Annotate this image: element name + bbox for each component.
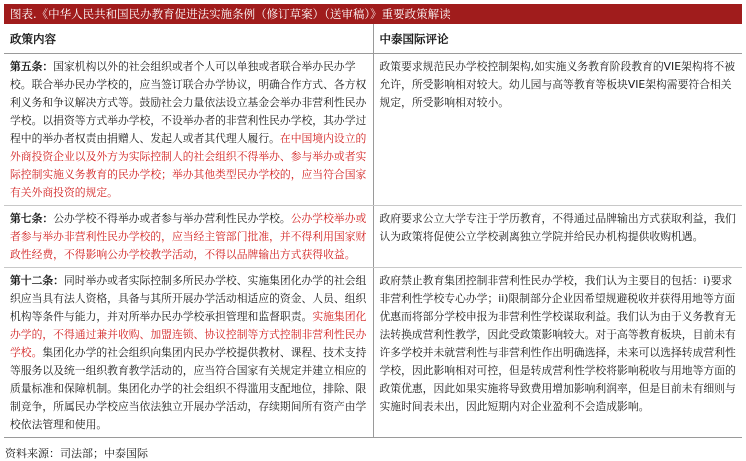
- table-row-article-5: [4, 54, 742, 206]
- policy-text-highlight: 在中国境内设立的外商投资企业以及外方为实际控制人的社会组织不得举办、参与举办或者实际控制实施义务教育的民办学校；举办其他类型民办学校的，应当符合国家有关外商投资的规定。: [10, 132, 367, 199]
- comment-cell: 政府要求公立大学专注于学历教育，不得通过品牌输出方式获取利益，我们认为政策将促使公立学校剥离独立学院并给民办机构提供收购机遇。: [373, 206, 742, 268]
- policy-figure: [4, 4, 742, 461]
- table-row-article-12: [4, 268, 742, 438]
- article-label: 第十二条：: [10, 274, 64, 287]
- policy-cell: [4, 54, 373, 206]
- policy-text: 公办学校不得举办或者参与举办营利性民办学校。: [53, 212, 291, 225]
- policy-text-highlight: 实施集团化办学的，不得通过兼并收购、加盟连锁、协议控制等方式控制非营利性民办学校。: [10, 310, 367, 359]
- policy-table: [4, 24, 742, 438]
- policy-text: 国家机构以外的社会组织或者个人可以单独或者联合举办民办学校。联合举办民办学校的，应当签订联合办学协议，明确合作方式、各方权利义务和争议解决方式等。鼓励社会力量依法设立基金会举办非营利性民办学校。以捐资等方式举办学校，不设举办者的非营利性民办学校，其办学过程中的举办者权责由捐赠人、发起人或者其代理人履行。: [10, 60, 367, 145]
- article-label: 第七条：: [10, 212, 54, 225]
- policy-text-continued: 集团化办学的社会组织向集团内民办学校提供教材、课程、技术支持等服务以及统一组织教育教学活动的，应当符合国家有关规定并建立相应的质量标准和保障机制。集团化办学的社会组织不得滥用支配地位，排除、限制竞争，所属民办学校应当依法独立开展办学活动，存续期间所有资产由学校依法管理和使用。: [10, 346, 367, 431]
- table-row-article-7: [4, 206, 742, 268]
- policy-cell: [4, 206, 373, 268]
- comment-cell: 政府禁止教育集团控制非营利性民办学校，我们认为主要目的包括：i)要求非营利性学校专心办学；ii)限制部分企业因希望规避税收并获得用地等方面优惠而将部分学校申报为非营利性学校谋取利益。我们认为由于义务教育无法转换成营利性教学，因此受政策影响较大。对于高等教育板块，目前未有许多学校并未就营利性与非营利性作出明确选择，未来可以选择转成营利性学校，因此影响相对可控，但是转成营利性学校将影响税收与用地等方面的政策优惠，因此如果实施将导致费用增加影响利润率，但是目前未有细则与实施时间表未出，因此短期内对企业盈利不会造成影响。: [379, 274, 736, 413]
- policy-text: 同时举办或者实际控制多所民办学校、实施集团化办学的社会组织应当具有法人资格，具备与其所开展办学活动相适应的资金、人员、组织机构等条件与能力，并对所举办民办学校承担管理和监督职责。: [10, 274, 367, 323]
- header-policy: 政策内容: [4, 24, 373, 54]
- header-comment: 中泰国际评论: [373, 24, 742, 54]
- figure-title: 图表.《中华人民共和国民办教育促进法实施条例（修订草案）（送审稿）》重要政策解读: [4, 4, 742, 24]
- policy-cell: [4, 268, 373, 438]
- comment-cell: 政策要求规范民办学校控制架构,如实施义务教育阶段教育的VIE架构将不被允许，所受影响相对较大。幼儿园与高等教育等板块VIE架构需要符合相关规定，所受影响相对较小。: [373, 54, 742, 206]
- source-note: 资料来源：司法部；中泰国际: [5, 447, 148, 460]
- policy-text-highlight: 公办学校举办或者参与举办非营利性民办学校的，应当经主管部门批准，并不得利用国家财政性经费，不得影响公办学校教学活动，不得以品牌输出方式获得收益。: [10, 212, 367, 261]
- table-header-row: [4, 24, 742, 54]
- article-label: 第五条：: [10, 60, 54, 73]
